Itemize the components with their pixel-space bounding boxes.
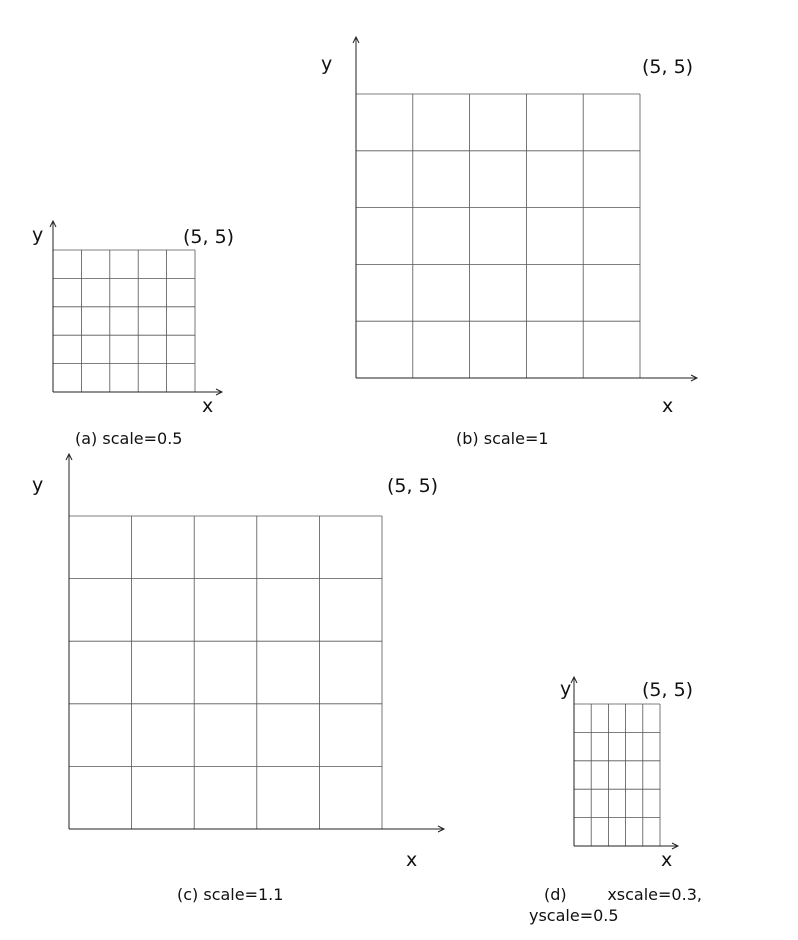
panel-b-caption: (b) scale=1 [456,429,549,448]
panel-c [32,454,444,904]
panel-c-y-label: y [32,474,44,496]
panel-d-caption-line-2: yscale=0.5 [529,906,619,925]
panel-a-corner-label: (5, 5) [183,226,235,248]
panel-a-grid [53,250,195,392]
panel-a-x-label: x [202,395,214,417]
panel-c-x-label: x [406,849,418,871]
panel-d-y-label: y [560,678,572,700]
panel-b-corner-label: (5, 5) [642,56,694,78]
panel-c-corner-label: (5, 5) [387,475,439,497]
panel-d-x-label: x [661,849,673,871]
panel-b-x-label: x [662,395,674,417]
panel-d-caption-line-1: (d) xscale=0.3, [544,885,702,904]
panel-b-y-label: y [321,53,333,75]
panel-b-grid [356,94,640,378]
panel-a [32,221,234,448]
panel-d-corner-label: (5, 5) [642,679,694,701]
panel-c-grid [69,516,382,829]
panel-d-grid [574,704,660,846]
panel-b [321,37,697,448]
panel-a-y-label: y [32,224,44,246]
panel-c-caption: (c) scale=1.1 [177,885,284,904]
panel-a-caption: (a) scale=0.5 [75,429,183,448]
panel-d [529,677,702,925]
